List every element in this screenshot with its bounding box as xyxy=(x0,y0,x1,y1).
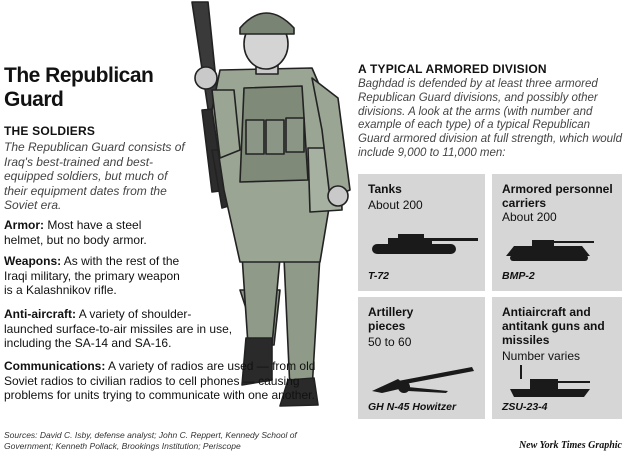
armor-label: Armor: xyxy=(4,218,45,232)
card-apc xyxy=(492,174,622,291)
card-title: Antiaircraft and antitank guns and missiles xyxy=(502,305,605,347)
comms-text: A variety of radios are used — from old Soviet radios to civilian radios to cell phones — causing problems for units trying to communicate with one another. xyxy=(4,359,316,402)
tank-icon xyxy=(368,230,478,260)
card-count: 50 to 60 xyxy=(368,335,412,349)
division-intro: Baghdad is defended by at least three armored Republican Guard divisions, and possibly other divisions. A look at the arms (with number and example of each type) of a typical Republican Guard armored division at full strength, which would include 9,000 to 11,000 men: xyxy=(358,78,622,159)
armor-paragraph xyxy=(4,218,182,247)
soldiers-heading: THE SOLDIERS xyxy=(4,124,96,138)
sources-note: Sources: David C. Isby, defense analyst; John C. Reppert, Kennedy School of Government; Kenneth Pollack, Brookings Institution; Periscope xyxy=(4,430,297,451)
zsu-icon xyxy=(506,363,606,403)
card-count: About 200 xyxy=(368,198,423,212)
soldiers-intro: The Republican Guard consists of Iraq's best-trained and best-equipped soldiers, but much of their equipment dates from the Soviet era. xyxy=(4,140,185,212)
credit-line: New York Times Graphic xyxy=(518,440,622,451)
card-model: T-72 xyxy=(368,270,390,282)
card-count: About 200 xyxy=(502,210,557,224)
card-model: BMP-2 xyxy=(502,270,535,282)
division-heading: A TYPICAL ARMORED DIVISION xyxy=(358,62,547,76)
card-count: Number varies xyxy=(502,349,581,363)
antiair-paragraph xyxy=(4,307,240,351)
card-antiaircraft xyxy=(492,297,622,419)
card-model: GH N-45 Howitzer xyxy=(368,401,457,413)
antiair-text: A variety of shoulder-launched surface-to-air missiles are in use, including the SA-14 and SA-16. xyxy=(4,307,233,350)
card-title: Artillery pieces xyxy=(368,305,414,333)
weapons-label: Weapons: xyxy=(4,254,62,268)
card-tanks xyxy=(358,174,485,291)
card-model: ZSU-23-4 xyxy=(502,401,548,413)
antiair-label: Anti-aircraft: xyxy=(4,307,77,321)
comms-paragraph xyxy=(4,359,340,403)
weapons-text: As with the rest of the Iraqi military, the primary weapon is a Kalashnikov rifle. xyxy=(4,254,180,297)
card-title: Tanks xyxy=(368,182,402,196)
weapons-paragraph xyxy=(4,254,190,298)
card-title: Armored personnel carriers xyxy=(502,182,613,210)
howitzer-icon xyxy=(368,365,478,395)
page-title: The Republican Guard xyxy=(4,64,154,111)
comms-label: Communications: xyxy=(4,359,106,373)
armor-text: Most have a steel helmet, but no body armor. xyxy=(4,218,147,247)
card-artillery xyxy=(358,297,485,419)
apc-icon xyxy=(502,234,612,264)
